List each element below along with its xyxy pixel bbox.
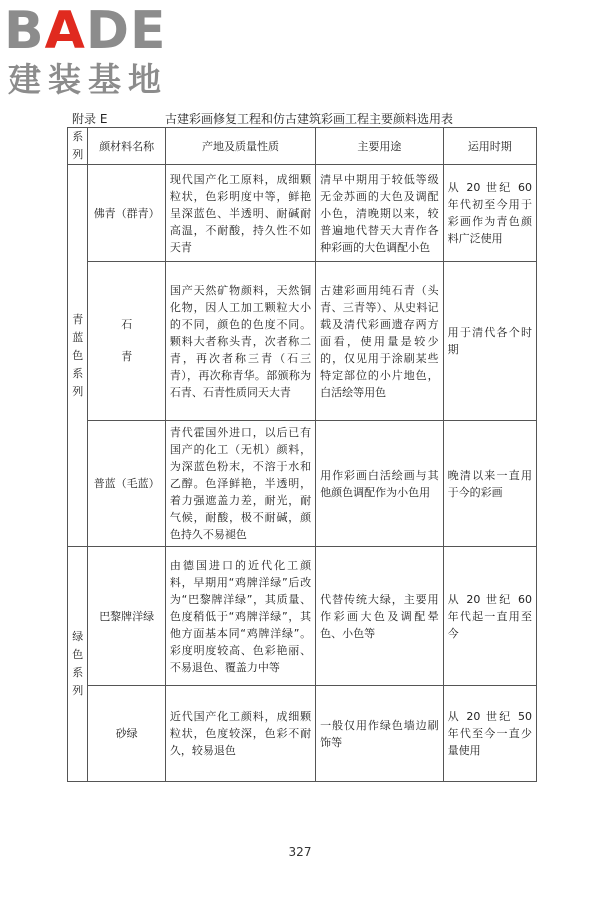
header-category: 系列 xyxy=(68,128,88,165)
pigment-name: 石青 xyxy=(88,262,165,421)
appendix-label: 附录 E xyxy=(72,112,108,126)
pigment-period: 晚清以来一直用于今的彩画 xyxy=(443,421,536,547)
pigment-use: 代替传统大绿，主要用作彩画大色及调配晕色、小色等 xyxy=(316,547,443,686)
pigment-name: 佛青（群青） xyxy=(88,165,165,262)
table-row xyxy=(68,262,537,421)
category-cell-blue: 青蓝色系列 xyxy=(68,165,88,547)
pigment-use: 用作彩画白活绘画与其他颜色调配作为小色用 xyxy=(316,421,443,547)
pigment-period: 从 20 世纪 60 年代初至今用于彩画作为青色颜料广泛使用 xyxy=(443,165,536,262)
table-row xyxy=(68,686,537,782)
pigment-source: 现代国产化工原料，成细颗粒状，色彩明度中等，鲜艳呈深蓝色、半透明、耐碱耐高温，不耐酸，持久性不如天青 xyxy=(165,165,315,262)
table-row xyxy=(68,547,537,686)
pigment-period: 从 20 世纪 50 年代至今一直少量使用 xyxy=(443,686,536,782)
header-source: 产地及质量性质 xyxy=(165,128,315,165)
header-use: 主要用途 xyxy=(316,128,443,165)
table-row xyxy=(68,165,537,262)
table-row xyxy=(68,421,537,547)
pigment-period: 从 20 世纪 60 年代起一直用至今 xyxy=(443,547,536,686)
pigment-use: 古建彩画用纯石青（头青、三青等）、从史料记载及清代彩画遗存两方面看，使用量是较少的，仅见用于涂刷某些特定部位的小片地色，白活绘等用色 xyxy=(316,262,443,421)
pigment-period: 用于清代各个时期 xyxy=(443,262,536,421)
pigment-source: 青代霍国外进口，以后已有国产的化工（无机）颜料，为深蓝色粉末，不溶于水和乙醇。色泽鲜艳，半透明，着力强遮盖力差，耐光，耐气候，耐酸，极不耐碱，颜色持久不易褪色 xyxy=(165,421,315,547)
table-title: 古建彩画修复工程和仿古建筑彩画工程主要颜料选用表 xyxy=(165,112,454,126)
logo-subtitle: 建装基地 xyxy=(8,60,168,99)
pigment-name: 普蓝（毛蓝） xyxy=(88,421,165,547)
logo-brand-text: BADE xyxy=(4,1,167,61)
table-header-row xyxy=(68,128,537,165)
pigment-source: 近代国产化工颜料，成细颗粒状，色度较深，色彩不耐久，较易退色 xyxy=(165,686,315,782)
pigment-name: 巴黎牌洋绿 xyxy=(88,547,165,686)
header-period: 运用时期 xyxy=(443,128,536,165)
page-number: 327 xyxy=(288,845,312,859)
pigment-use: 清早中期用于较低等级无金苏画的大色及调配小色，清晚期以来，较普遍地代替天大青作各种彩画的大色调配小色 xyxy=(316,165,443,262)
pigment-table xyxy=(67,127,537,782)
pigment-source: 由德国进口的近代化工颜料，早期用“鸡牌洋绿”后改为“巴黎牌洋绿”，其质量、色度稍低于“鸡牌洋绿”，其他方面基本同“鸡牌洋绿”。彩度明度较高、色彩艳丽、不易退色、覆盖力中等 xyxy=(165,547,315,686)
category-cell-green: 绿色系列 xyxy=(68,547,88,782)
pigment-source: 国产天然矿物颜料，天然铜化物，因人工加工颗粒大小的不同，颜色的色度不同。颗料大者称头青，次者称二青，再次者称三青（石三青），再次称青华。部颁称为石青、石青性质同天大青 xyxy=(165,262,315,421)
header-name: 颜材料名称 xyxy=(88,128,165,165)
pigment-name: 砂绿 xyxy=(88,686,165,782)
pigment-use: 一般仅用作绿色墙边刷饰等 xyxy=(316,686,443,782)
bade-logo xyxy=(4,2,180,102)
